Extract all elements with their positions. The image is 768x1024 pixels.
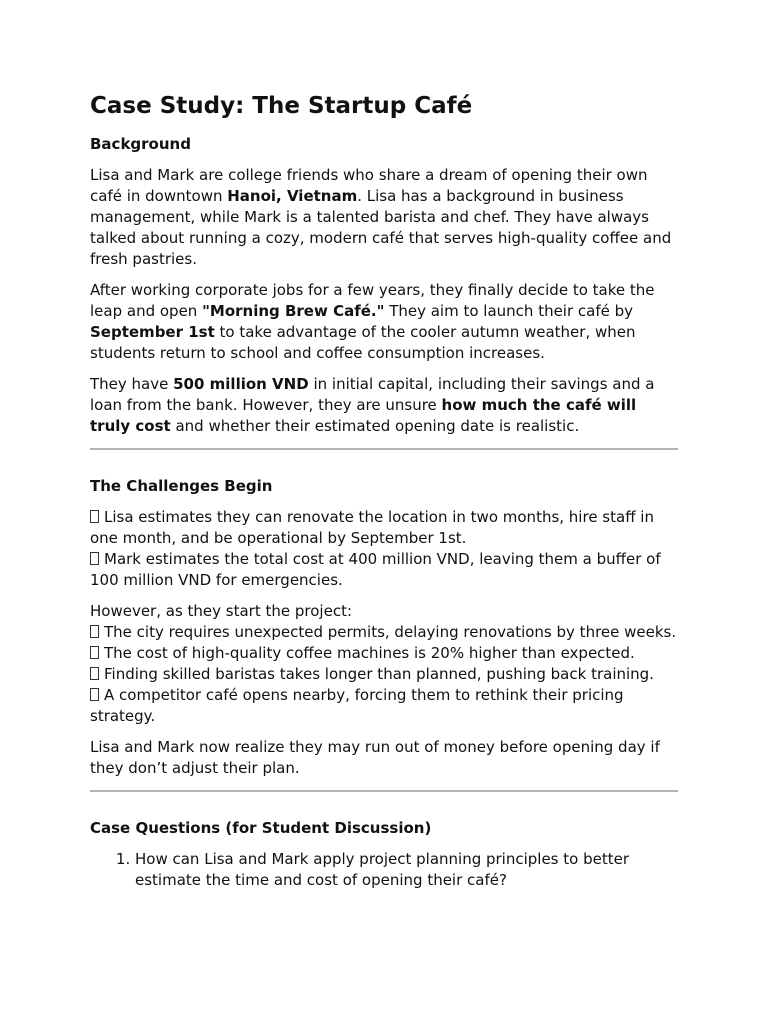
- text-run: in initial capital, including their savings and a loan from the bank. However, they are unsure: [90, 375, 655, 414]
- issues-intro: However, as they start the project:: [90, 602, 353, 620]
- text-run: to take advantage of the cooler autumn weather, when students return to school and coffee consumption increases.: [90, 323, 636, 362]
- background-paragraph-3: [90, 374, 678, 437]
- page-title: Case Study: The Startup Café: [90, 93, 473, 119]
- missing-glyph-icon: [90, 510, 99, 523]
- bold-cafe-name: "Morning Brew Café.": [202, 302, 385, 320]
- questions-list: [90, 849, 678, 891]
- text-run: and whether their estimated opening date is realistic.: [170, 417, 580, 435]
- missing-glyph-icon: [90, 688, 99, 701]
- list-item: A competitor café opens nearby, forcing them to rethink their pricing strategy.: [90, 686, 624, 725]
- background-paragraph-1: [90, 165, 678, 270]
- list-item: The city requires unexpected permits, delaying renovations by three weeks.: [90, 622, 678, 643]
- estimates-block: [90, 507, 678, 591]
- challenges-conclusion: Lisa and Mark now realize they may run out of money before opening day if they don’t adjust their plan.: [90, 738, 660, 777]
- missing-glyph-icon: [90, 552, 99, 565]
- bold-cost-question: how much the café will truly cost: [90, 396, 637, 435]
- list-item: Finding skilled baristas takes longer than planned, pushing back training.: [90, 664, 678, 685]
- question-item: 1. How can Lisa and Mark apply project planning principles to better estimate the time and cost of opening their café?: [135, 849, 678, 891]
- questions-heading: Case Questions (for Student Discussion): [90, 819, 432, 837]
- bold-location: Hanoi, Vietnam: [227, 187, 358, 205]
- missing-glyph-icon: [90, 646, 99, 659]
- text-run: They have: [90, 375, 174, 393]
- text-run: . Lisa has a background in business management, while Mark is a talented barista and chef. They have always talked about running a cozy, modern café that serves high-quality coffee and fresh pastries.: [90, 187, 672, 268]
- missing-glyph-icon: [90, 625, 99, 638]
- list-item: Lisa estimates they can renovate the location in two months, hire staff in one month, and be operational by September 1st.: [90, 508, 654, 547]
- background-heading: Background: [90, 135, 191, 153]
- background-paragraph-2: [90, 280, 678, 364]
- text-run: After working corporate jobs for a few years, they finally decide to take the leap and open: [90, 281, 655, 320]
- bold-capital: 500 million VND: [173, 375, 309, 393]
- missing-glyph-icon: [90, 667, 99, 680]
- issues-block: [90, 601, 678, 727]
- section-divider: [90, 448, 678, 450]
- list-item: The cost of high-quality coffee machines is 20% higher than expected.: [90, 643, 678, 664]
- section-divider: [90, 790, 678, 792]
- text-run: They aim to launch their café by: [384, 302, 634, 320]
- challenges-heading: The Challenges Begin: [90, 477, 273, 495]
- bold-launch-date: September 1st: [90, 323, 215, 341]
- text-run: Lisa and Mark are college friends who share a dream of opening their own café in downtown: [90, 166, 648, 205]
- list-item: Mark estimates the total cost at 400 million VND, leaving them a buffer of 100 million VND for emergencies.: [90, 550, 661, 589]
